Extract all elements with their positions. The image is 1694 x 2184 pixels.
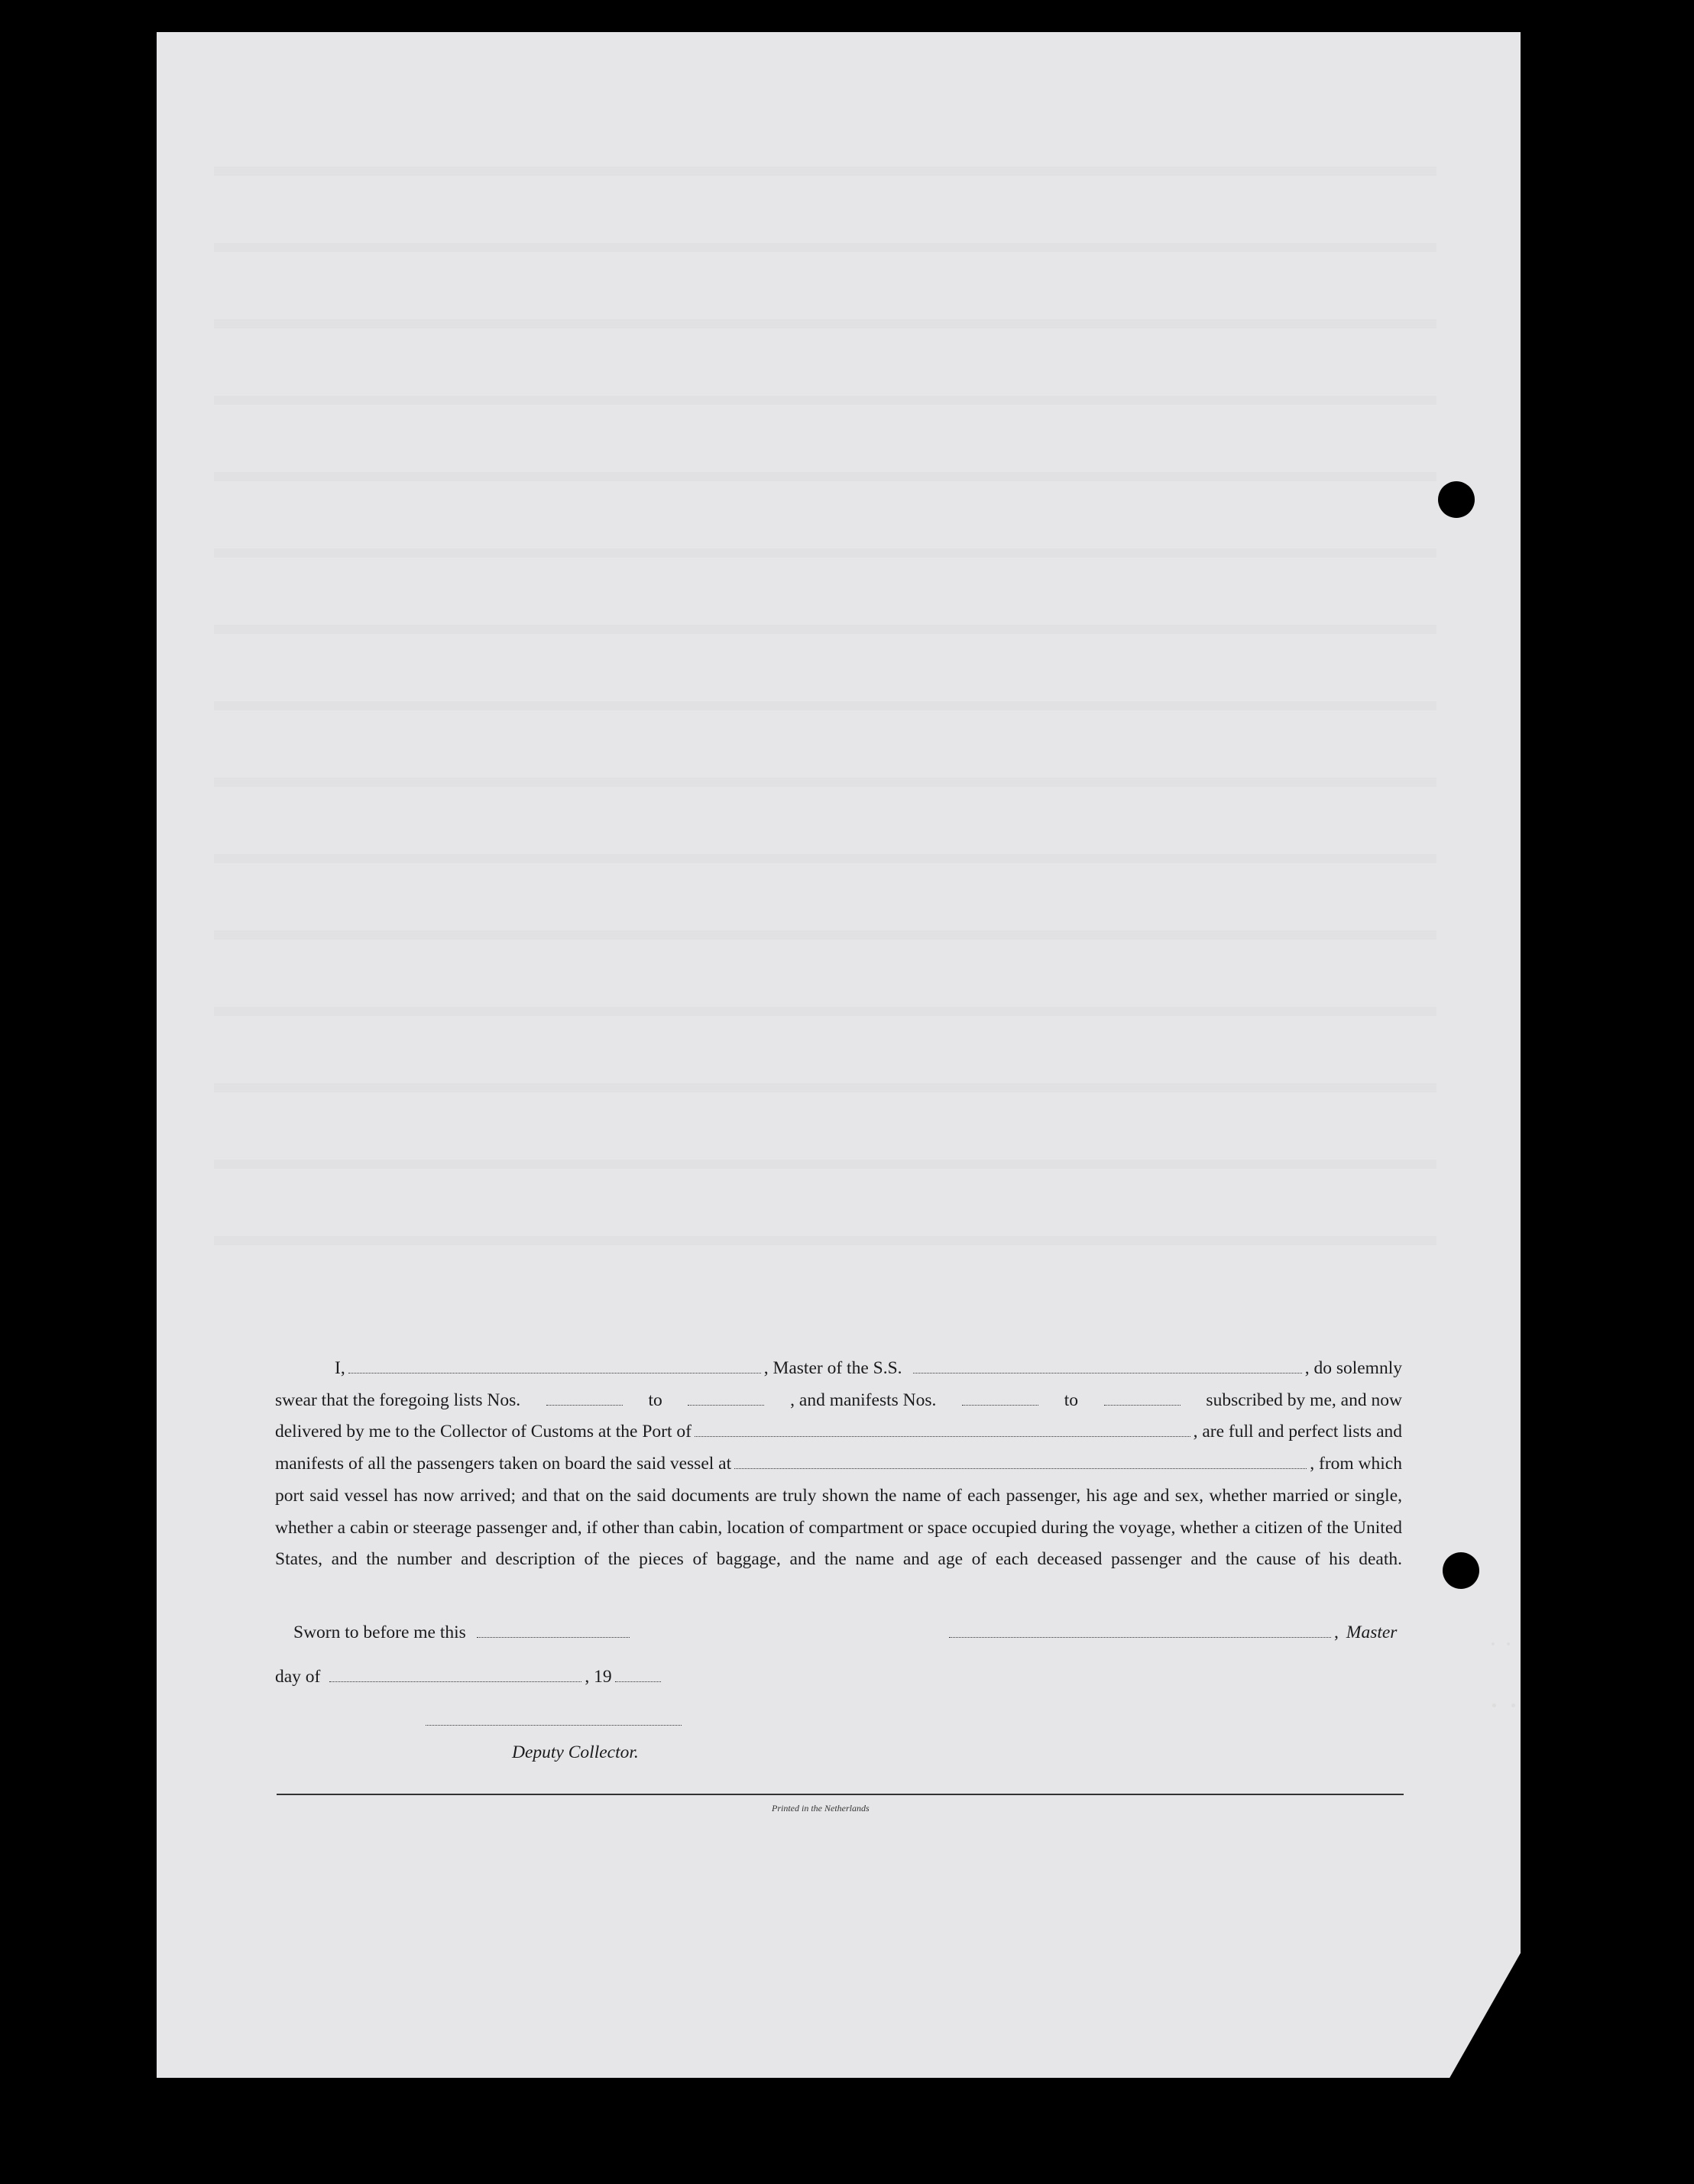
oath-paragraph: port said vessel has now arrived; and that on the said documents are truly shown the name of each passenger, his age and sex, whether married or single, whether a cabin or steerage passenger and, if other than cabin, location of compartment or space occupied during the voyage, whether a citizen of the United States, and the number and description of the pieces of baggage, and the name and age of each deceased passenger and the cause of his death.	[275, 1485, 1402, 1570]
day-of-line	[275, 1666, 664, 1687]
speck	[1507, 1642, 1510, 1645]
oath-master-ss: , Master of the S.S.	[763, 1358, 902, 1378]
oath-line-1	[275, 1353, 1402, 1385]
master-signature-field[interactable]	[949, 1622, 1331, 1638]
list-no-from-field[interactable]	[546, 1390, 623, 1406]
port-field[interactable]	[695, 1421, 1190, 1437]
oath-lists-nos: swear that the foregoing lists Nos.	[275, 1390, 521, 1410]
deputy-collector-label: Deputy Collector.	[512, 1742, 639, 1762]
oath-to-1: to	[648, 1390, 662, 1410]
oath-text	[275, 1353, 1402, 1576]
printed-in-label: Printed in the Netherlands	[772, 1803, 870, 1814]
master-signature-line	[946, 1622, 1397, 1643]
speck	[1511, 1704, 1515, 1707]
oath-manifests-nos: , and manifests Nos.	[790, 1390, 937, 1410]
deputy-signature-field[interactable]	[426, 1711, 682, 1726]
sworn-day-field[interactable]	[477, 1622, 630, 1638]
oath-solemnly: , do solemnly	[1304, 1358, 1402, 1378]
year-field[interactable]	[615, 1666, 661, 1682]
sworn-text: Sworn to before me this	[293, 1623, 466, 1642]
vessel-name-field[interactable]	[913, 1357, 1302, 1373]
year-prefix: , 19	[585, 1667, 612, 1687]
punch-hole-top	[1438, 481, 1475, 518]
list-no-to-field[interactable]	[688, 1390, 764, 1406]
oath-port-of: delivered by me to the Collector of Customs at the Port of	[275, 1422, 692, 1442]
manifest-no-from-field[interactable]	[962, 1390, 1038, 1406]
embark-port-field[interactable]	[734, 1453, 1307, 1469]
master-name-field[interactable]	[348, 1357, 761, 1373]
oath-line-4	[275, 1448, 1402, 1480]
manifest-no-to-field[interactable]	[1104, 1390, 1181, 1406]
oath-subscribed: subscribed by me, and now	[1206, 1390, 1402, 1410]
month-field[interactable]	[329, 1666, 581, 1682]
day-of-text: day of	[275, 1667, 321, 1687]
oath-from-which: , from which	[1310, 1454, 1402, 1474]
oath-line-3	[275, 1416, 1402, 1448]
oath-i: I,	[335, 1358, 345, 1378]
master-label: Master	[1346, 1623, 1398, 1642]
master-sep: ,	[1334, 1623, 1339, 1642]
folded-corner	[1584, 1982, 1676, 2071]
oath-to-2: to	[1064, 1390, 1079, 1410]
punch-hole-bottom	[1443, 1552, 1479, 1589]
bleed-through-region	[214, 99, 1436, 1245]
oath-line-2	[275, 1385, 1402, 1417]
speck	[1492, 1704, 1496, 1707]
footer-rule	[277, 1794, 1404, 1795]
sworn-line	[293, 1622, 633, 1643]
speck	[1492, 1642, 1495, 1645]
oath-vessel-at: manifests of all the passengers taken on board the said vessel at	[275, 1454, 732, 1474]
oath-full-lists: , are full and perfect lists and	[1193, 1422, 1402, 1442]
